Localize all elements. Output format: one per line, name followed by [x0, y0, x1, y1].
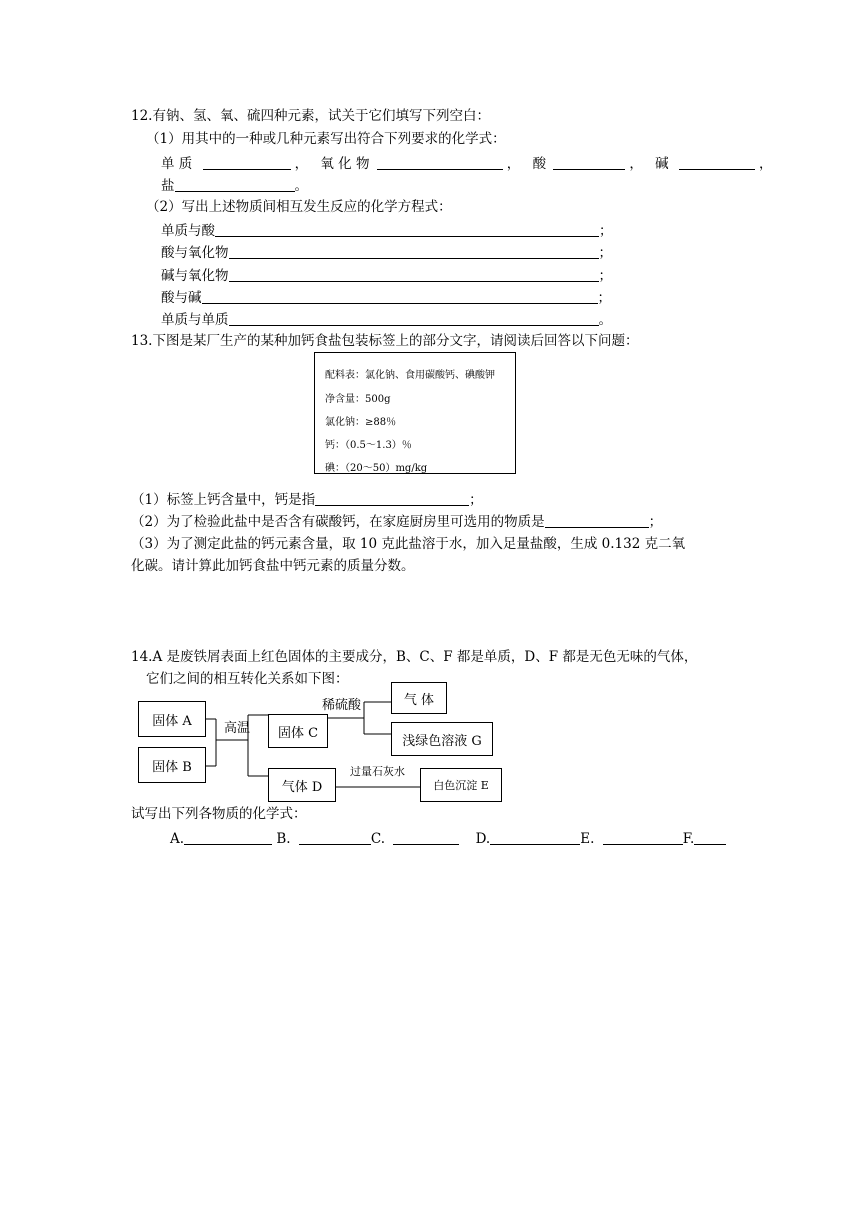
- dilute-acid-condition: 稀硫酸: [322, 698, 362, 713]
- eq-row-1: 单质与酸 ；: [161, 223, 613, 239]
- label-line-calcium: 钙：（0.5～1.3）％: [325, 440, 412, 451]
- q12-title: 12.有钠、氢、氧、硫四种元素，试关于它们填写下列空白：: [131, 108, 490, 124]
- label-yan: 盐: [161, 178, 175, 194]
- q14-title-line1: 14.A 是废铁屑表面上红色固体的主要成分，B、C、F 都是单质，D、F 都是无色无味的气体，: [131, 649, 698, 665]
- q13-sub1: （1）标签上钙含量中，钙是指 ；: [131, 492, 483, 508]
- eq-label: 单质与酸: [161, 223, 215, 239]
- eq-label: 酸与氧化物: [161, 245, 229, 261]
- solid-c-box: 固体 C: [268, 714, 328, 748]
- q14-title-line2: 它们之间的相互转化关系如下图：: [146, 671, 349, 687]
- label-line-iodine: 碘：（20～50）mg/kg: [325, 463, 428, 474]
- blank-answer-f[interactable]: [694, 829, 726, 845]
- q12-part1: （1）用其中的一种或几种元素写出符合下列要求的化学式：: [146, 131, 506, 147]
- label-jian: 碱: [655, 156, 669, 172]
- label-line-ingredients: 配料表：氯化钠、食用碳酸钙、碘酸钾: [325, 370, 495, 381]
- blank-answer-a[interactable]: [184, 829, 272, 845]
- eq-label: 单质与单质: [161, 312, 229, 328]
- label-line-net-content: 净含量：500g: [325, 394, 391, 405]
- gas-d-box: 气体 D: [268, 768, 336, 802]
- q13-sub3-line2: 化碳。请计算此加钙食盐中钙元素的质量分数。: [131, 558, 415, 574]
- eq-row-3: 碱与氧化物 ；: [161, 268, 612, 284]
- green-solution-box: 浅绿色溶液 G: [391, 722, 493, 756]
- eq-label: 酸与碱: [161, 290, 202, 306]
- q12-part2: （2）写出上述物质间相互发生反应的化学方程式：: [146, 199, 452, 215]
- q14-answer-row: A. B. C. D. E. F.: [170, 829, 726, 848]
- q13-sub3-line1: （3）为了测定此盐的钙元素含量，取 10 克此盐溶于水，加入足量盐酸，生成 0.132 克二氧: [131, 536, 686, 552]
- label-line-nacl: 氯化钠：≥88％: [325, 417, 397, 428]
- eq-label: 碱与氧化物: [161, 268, 229, 284]
- q14-ask: 试写出下列各物质的化学式：: [131, 806, 307, 822]
- blank-answer-c[interactable]: [393, 829, 459, 845]
- blank-answer-e[interactable]: [603, 829, 683, 845]
- label-suan: 酸: [532, 156, 547, 172]
- solid-a-box: 固体 A: [138, 701, 206, 737]
- q13-sub2: （2）为了检验此盐中是否含有碳酸钙，在家庭厨房里可选用的物质是 ；: [131, 514, 663, 530]
- blank-answer-d[interactable]: [490, 829, 580, 845]
- high-temp-condition: 高温: [224, 721, 251, 736]
- label-yanghuawu: 氧 化 物: [320, 156, 370, 172]
- solid-b-box: 固体 B: [138, 747, 206, 783]
- eq-row-5: 单质与单质 。: [161, 312, 612, 328]
- eq-row-2: 酸与氧化物 ；: [161, 245, 612, 261]
- white-ppt-box: 白色沉淀 E: [420, 768, 502, 802]
- gas-box: 气 体: [391, 682, 447, 714]
- blank-answer-b[interactable]: [299, 829, 371, 845]
- eq-row-4: 酸与碱 ；: [161, 290, 611, 306]
- q13-title: 13.下图是某厂生产的某种加钙食盐包装标签上的部分文字，请阅读后回答以下问题：: [131, 333, 639, 349]
- q12-salt-row: 盐 。: [161, 178, 308, 194]
- q12-formula-row: 单 质 ， 氧 化 物 ， 酸 ， 碱 ，: [161, 156, 773, 172]
- label-danzhi: 单 质: [161, 156, 193, 172]
- limewater-condition: 过量石灰水: [350, 765, 405, 778]
